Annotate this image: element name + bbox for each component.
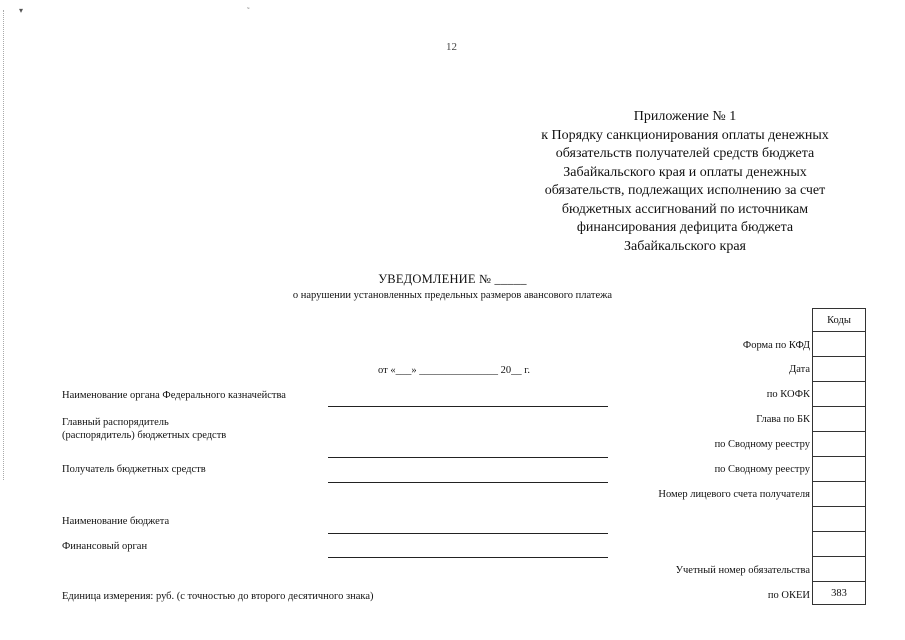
budget-field[interactable] <box>328 533 608 534</box>
kfd-label: Форма по КФД <box>742 340 810 351</box>
treasury-label: Наименование органа Федерального казначейства <box>62 390 286 401</box>
fin-body-field[interactable] <box>328 557 608 558</box>
code-cell-obligation[interactable] <box>813 557 866 582</box>
date-line: от «___» _______________ 20__ г. <box>378 365 530 376</box>
manager-label-2: (распорядитель) бюджетных средств <box>62 430 227 441</box>
code-cell-kofk[interactable] <box>813 382 866 407</box>
scan-mark: ˜ <box>247 6 250 15</box>
date-code-label: Дата <box>789 364 810 375</box>
code-cell-glava[interactable] <box>813 407 866 432</box>
code-cell-registry-2[interactable] <box>813 457 866 482</box>
registry-label-1: по Сводному реестру <box>714 439 810 450</box>
account-label: Номер лицевого счета получателя <box>658 489 810 500</box>
budget-label: Наименование бюджета <box>62 516 170 527</box>
code-cell-registry-1[interactable] <box>813 432 866 457</box>
recipient-label: Получатель бюджетных средств <box>62 464 206 475</box>
annex-line: обязательств получателей средств бюджета <box>555 146 815 161</box>
unit-label: Единица измерения: руб. (с точностью до второго десятичного знака) <box>62 591 374 602</box>
document-title: УВЕДОМЛЕНИЕ № _____ <box>378 272 527 286</box>
glava-label: Глава по БК <box>756 414 810 425</box>
code-cell-kfd[interactable] <box>813 332 866 357</box>
okei-label: по ОКЕИ <box>767 590 810 601</box>
code-cell-blank-2[interactable] <box>813 532 866 557</box>
annex-line: Приложение № 1 <box>633 109 737 124</box>
registry-label-2: по Сводному реестру <box>714 464 810 475</box>
annex-line: обязательств, подлежащих исполнению за счет <box>544 183 826 198</box>
kofk-label: по КОФК <box>766 389 810 400</box>
annex-block <box>520 108 850 256</box>
code-cell-account[interactable] <box>813 482 866 507</box>
code-cell-date[interactable] <box>813 357 866 382</box>
annex-line: бюджетных ассигнований по источникам <box>561 201 809 217</box>
codes-header: Коды <box>813 309 866 332</box>
codes-table <box>812 308 866 605</box>
manager-label-1: Главный распорядитель <box>62 417 169 428</box>
page-number: 12 <box>446 41 457 53</box>
annex-line: Забайкальского края <box>623 238 746 254</box>
annex-line: к Порядку санкционирования оплаты денежных <box>541 127 829 143</box>
fin-body-label: Финансовый орган <box>62 541 148 552</box>
recipient-field[interactable] <box>328 482 608 483</box>
annex-line: финансирования дефицита бюджета <box>576 220 794 235</box>
page-edge <box>3 10 4 480</box>
code-cell-blank-1[interactable] <box>813 507 866 532</box>
scan-mark: ▾ <box>19 6 24 15</box>
annex-line: Забайкальского края и оплаты денежных <box>563 164 807 180</box>
treasury-field[interactable] <box>328 406 608 407</box>
code-cell-okei[interactable]: 383 <box>813 582 866 605</box>
manager-field[interactable] <box>328 457 608 458</box>
document-subtitle: о нарушении установленных предельных размеров авансового платежа <box>292 290 613 301</box>
obligation-label: Учетный номер обязательства <box>675 565 810 576</box>
